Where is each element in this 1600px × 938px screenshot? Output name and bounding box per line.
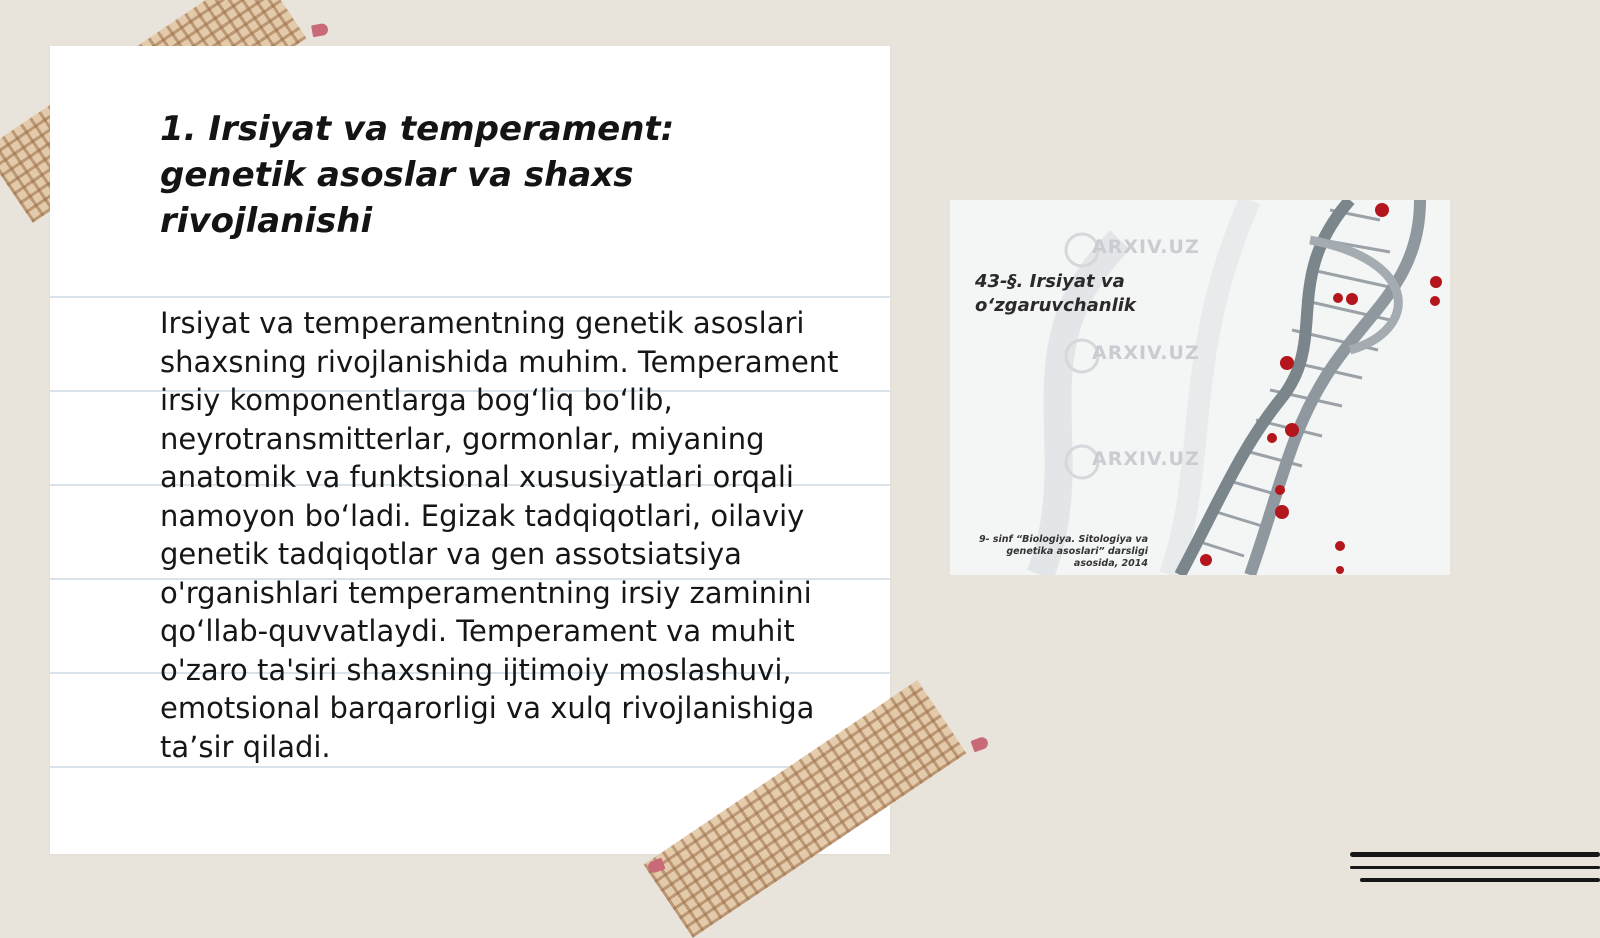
image-caption: 9- sinf “Biologiya. Sitologiya va genetika asoslari” darsligi asosida, 2014 xyxy=(979,534,1148,569)
dna-helix-icon xyxy=(950,200,1450,575)
textbook-cover-image xyxy=(950,200,1450,575)
watermark-text: ARXIV.UZ xyxy=(1092,342,1200,364)
brush-stroke-decoration xyxy=(1350,866,1600,869)
brush-stroke-decoration xyxy=(1360,878,1600,882)
ruled-line xyxy=(50,296,890,298)
brush-stroke-decoration xyxy=(1350,852,1600,857)
tape-tip-decoration xyxy=(311,23,329,38)
slide-body-text: Irsiyat va temperamentning genetik asoslari shaxsning rivojlanishida muhim. Temperament irsiy komponentlarga bog‘liq bo‘lib, neyrotransmitterlar, gormonlar, miyaning anatomik va funktsional xususiyatlari orqali namoyon bo‘ladi. Egizak tadqiqotlari, oilaviy genetik tadqiqotlar va gen assotsiatsiya o'rganishlari temperamentning irsiy zaminini qo‘llab-quvvatlaydi. Temperament va muhit o'zaro ta'siri shaxsning ijtimoiy moslashuvi, emotsional barqarorligi va xulq rivojlanishiga ta’sir qiladi. xyxy=(160,306,839,764)
slide-title: 1. Irsiyat va temperament: genetik asoslar va shaxs rivojlanishi xyxy=(160,109,675,241)
tape-tip-decoration xyxy=(970,736,989,753)
image-heading: 43-§. Irsiyat va o‘zgaruvchanlik xyxy=(975,271,1136,316)
watermark-text: ARXIV.UZ xyxy=(1092,448,1200,470)
ruled-line xyxy=(50,766,890,768)
watermark-text: ARXIV.UZ xyxy=(1092,236,1200,258)
